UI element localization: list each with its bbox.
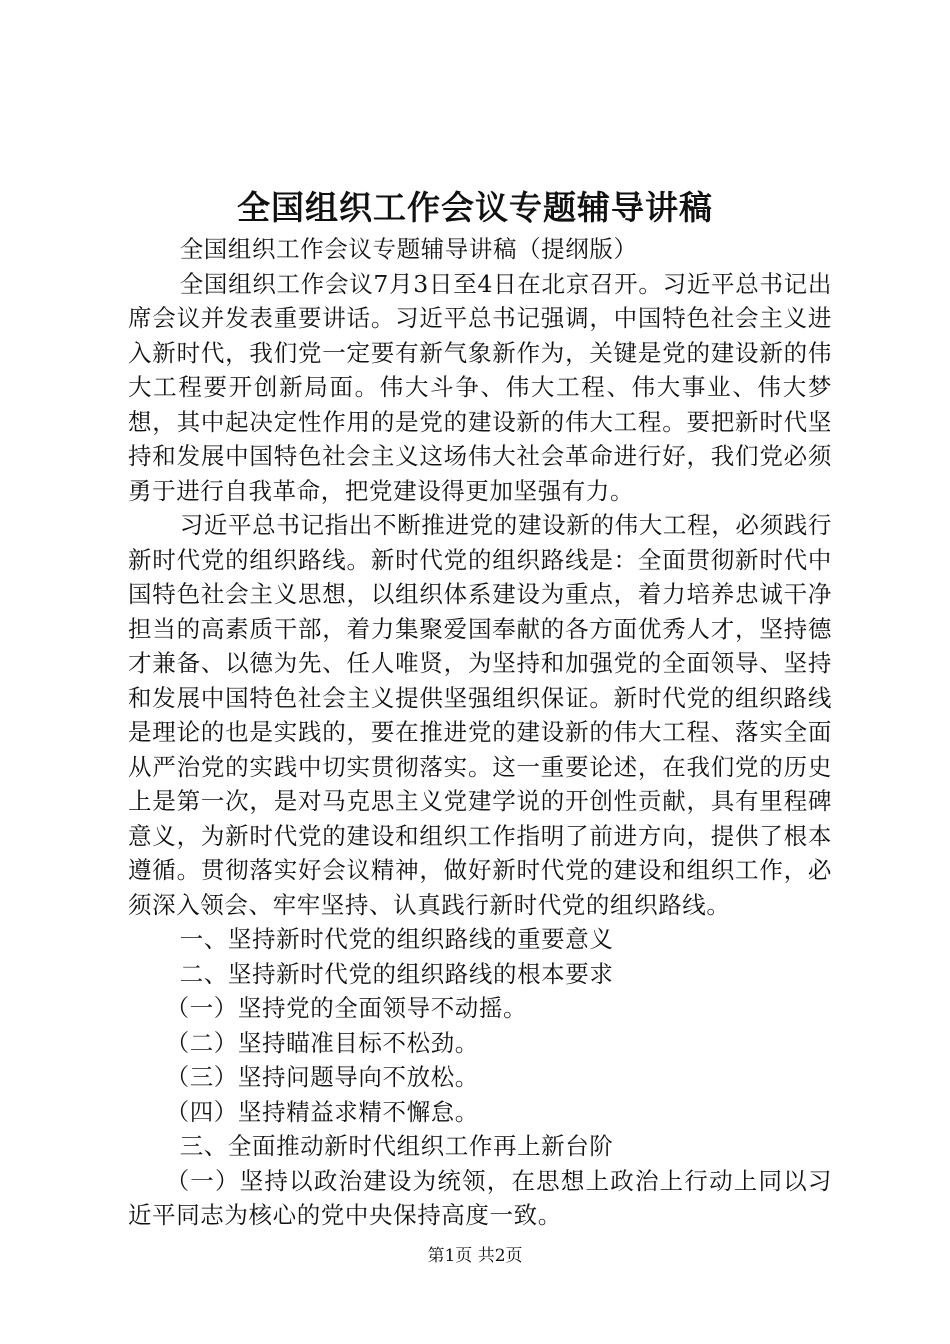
outline-subitem: （二）坚持瞄准目标不松劲。 xyxy=(165,1028,479,1057)
outline-heading-3: 三、全面推动新时代组织工作再上新台阶 xyxy=(179,1132,614,1160)
outline-subitem: （三）坚持问题导向不放松。 xyxy=(165,1063,479,1091)
outline-subitem: （一）坚持以政治建设为统领，在思想上政治上行动上同以习近平同志为核心的党中央保持高度一致。 xyxy=(128,1166,832,1229)
document-body xyxy=(128,232,832,1233)
outline-heading-2: 二、坚持新时代党的组织路线的根本要求 xyxy=(179,959,614,988)
document-subtitle: 全国组织工作会议专题辅导讲稿（提纲版） xyxy=(179,235,638,263)
body-paragraph: 全国组织工作会议7月3日至4日在北京召开。习近平总书记出席会议并发表重要讲话。习近平总书记强调，中国特色社会主义进入新时代，我们党一定要有新气象新作为，关键是党的建设新的伟大工程要开创新局面。伟大斗争、伟大工程、伟大事业、伟大梦想，其中起决定性作用的是党的建设新的伟大工程。要把新时代坚持和发展中国特色社会主义这场伟大社会革命进行好，我们党必须勇于进行自我革命，把党建设得更加坚强有力。 xyxy=(128,269,832,505)
body-paragraph: 习近平总书记指出不断推进党的建设新的伟大工程，必须践行新时代党的组织路线。新时代党的组织路线是：全面贯彻新时代中国特色社会主义思想，以组织体系建设为重点，着力培养忠诚干净担当的高素质干部，着力集聚爱国奉献的各方面优秀人才，坚持德才兼备、以德为先、任人唯贤，为坚持和加强党的全面领导、坚持和发展中国特色社会主义提供坚强组织保证。新时代党的组织路线是理论的也是实践的，要在推进党的建设新的伟大工程、落实全面从严治党的实践中切实贯彻落实。这一重要论述，在我们党的历史上是第一次，是对马克思主义党建学说的开创性贡献，具有里程碑意义，为新时代党的建设和组织工作指明了前进方向，提供了根本遵循。贯彻落实好会议精神，做好新时代党的建设和组织工作，必须深入领会、牢牢坚持、认真践行新时代党的组织路线。 xyxy=(128,511,832,919)
outline-subitem: （一）坚持党的全面领导不动摇。 xyxy=(165,994,528,1022)
page-number-footer: 第1页 共2页 xyxy=(427,1246,523,1266)
outline-subitem: （四）坚持精益求精不懈怠。 xyxy=(165,1097,479,1126)
outline-heading-1: 一、坚持新时代党的组织路线的重要意义 xyxy=(179,925,614,953)
document-title: 全国组织工作会议专题辅导讲稿 xyxy=(237,188,713,227)
